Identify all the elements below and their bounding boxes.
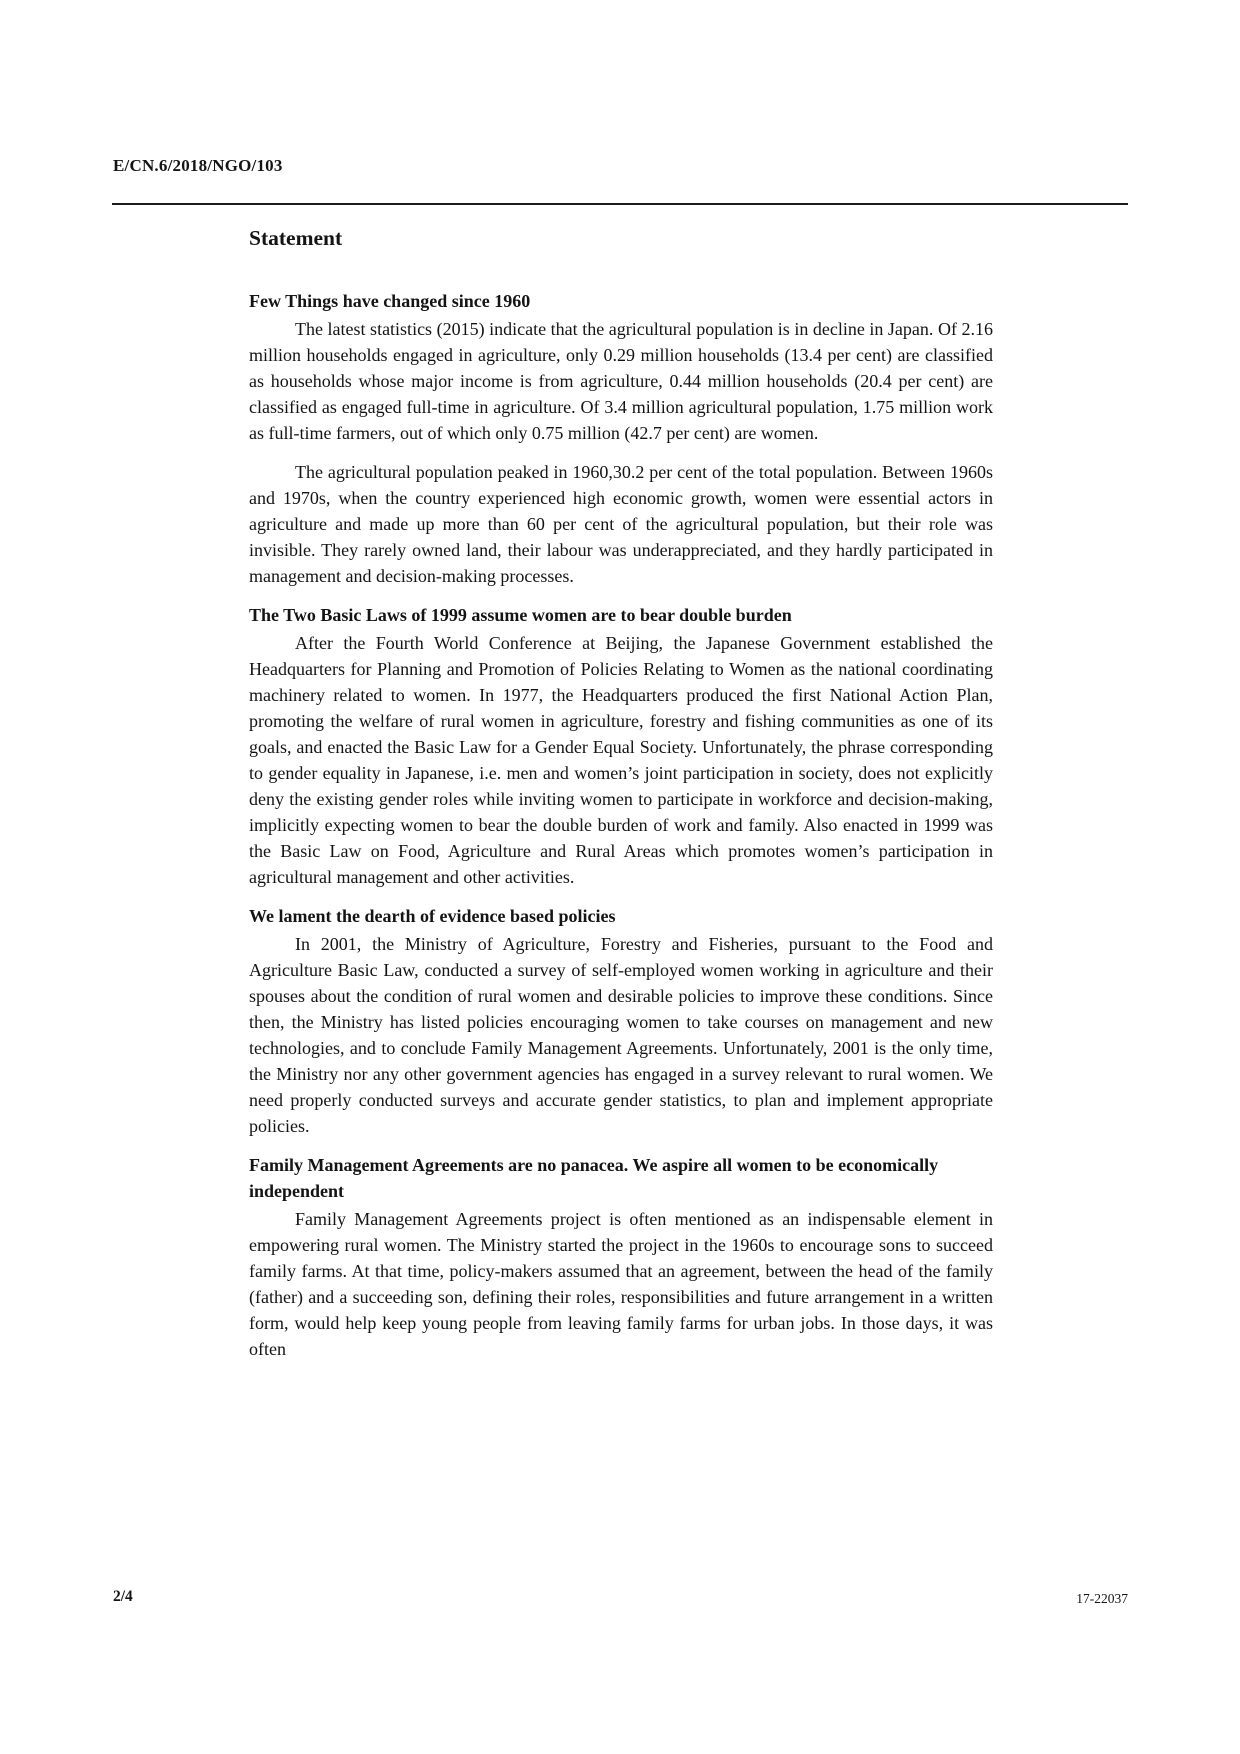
paragraph: Family Management Agreements project is often mentioned as an indispensable element in empowering rural women. The Ministry started the project in the 1960s to encourage sons to succeed family farms. At that time, policy-makers assumed that an agreement, between the head of the family (father) and a succeeding son, defining their roles, responsibilities and future arrangement in a written form, would help keep young people from leaving family farms for urban jobs. In those days, it was often (249, 1209, 993, 1359)
paragraph: In 2001, the Ministry of Agriculture, Forestry and Fisheries, pursuant to the Food and Agriculture Basic Law, conducted a survey of self-employed women working in agriculture and their spouses about the condition of rural women and desirable policies to improve these conditions. Since then, the Ministry has listed policies encouraging women to take courses on management and new technologies, and to conclude Family Management Agreements. Unfortunately, 2001 is the only time, the Ministry nor any other government agencies has engaged in a survey relevant to rural women. We need properly conducted surveys and accurate gender statistics, to plan and implement appropriate policies. (249, 934, 993, 1136)
section-heading-3: We lament the dearth of evidence based policies (249, 906, 616, 926)
header-rule (112, 203, 1128, 205)
paragraph: The latest statistics (2015) indicate that the agricultural population is in decline in Japan. Of 2.16 million households engaged in agriculture, only 0.29 million households (13.4 per cent) are classified as households whose major income is from agriculture, 0.44 million households (20.4 per cent) are classified as engaged full-time in agriculture. Of 3.4 million agricultural population, 1.75 million work as full-time farmers, out of which only 0.75 million (42.7 per cent) are women. (249, 319, 993, 443)
footer-doc-code: 17-22037 (1076, 1591, 1128, 1606)
document-body (249, 224, 993, 1375)
document-symbol: E/CN.6/2018/NGO/103 (113, 156, 283, 175)
page-number: 2/4 (113, 1588, 133, 1605)
statement-title: Statement (249, 226, 343, 250)
section-heading-2: The Two Basic Laws of 1999 assume women are to bear double burden (249, 605, 792, 625)
section-heading-1: Few Things have changed since 1960 (249, 291, 531, 311)
section-heading-4: Family Management Agreements are no panacea. We aspire all women to be economically independent (249, 1155, 939, 1201)
paragraph: After the Fourth World Conference at Beijing, the Japanese Government established the Headquarters for Planning and Promotion of Policies Relating to Women as the national coordinating machinery related to women. In 1977, the Headquarters produced the first National Action Plan, promoting the welfare of rural women in agriculture, forestry and fishing communities as one of its goals, and enacted the Basic Law for a Gender Equal Society. Unfortunately, the phrase corresponding to gender equality in Japanese, i.e. men and women’s joint participation in society, does not explicitly deny the existing gender roles while inviting women to participate in workforce and decision-making, implicitly expecting women to bear the double burden of work and family. Also enacted in 1999 was the Basic Law on Food, Agriculture and Rural Areas which promotes women’s participation in agricultural management and other activities. (249, 633, 993, 887)
paragraph: The agricultural population peaked in 1960,30.2 per cent of the total population. Between 1960s and 1970s, when the country experienced high economic growth, women were essential actors in agriculture and made up more than 60 per cent of the agricultural population, but their role was invisible. They rarely owned land, their labour was underappreciated, and they hardly participated in management and decision-making processes. (249, 462, 993, 586)
